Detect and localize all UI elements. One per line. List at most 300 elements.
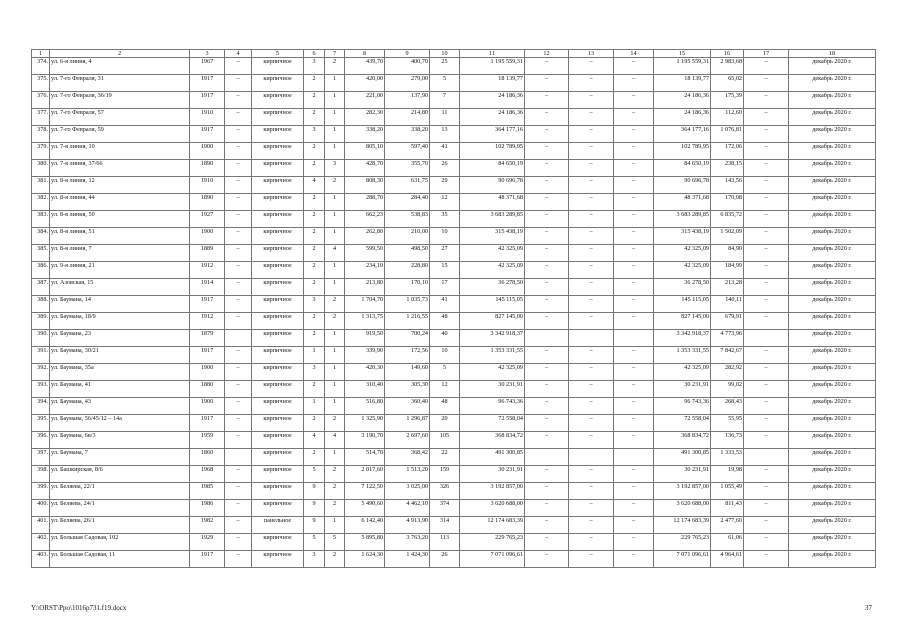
cell-cost-per-m2: 136,73 (711, 432, 744, 449)
cell-cost-col-15: 102 789,95 (654, 143, 711, 160)
cell-completion-date: декабрь 2020 г. (789, 466, 876, 483)
table-row (32, 432, 876, 449)
cell-col-4: – (225, 551, 252, 568)
cell-build-year: 1959 (190, 432, 225, 449)
cell-cost-total: 72 558,04 (460, 415, 525, 432)
cell-address: ул. 7-я линия, 10 (50, 143, 190, 160)
cell-residents: 314 (430, 517, 460, 534)
cell-build-year: 1929 (190, 534, 225, 551)
cell-col-4: – (225, 75, 252, 92)
cell-entrances: 2 (325, 483, 345, 500)
cell-completion-date: декабрь 2020 г. (789, 177, 876, 194)
cell-completion-date: декабрь 2020 г. (789, 500, 876, 517)
table-row (32, 313, 876, 330)
table-row (32, 245, 876, 262)
cell-cost-total: 42 325,09 (460, 364, 525, 381)
cell-cost-per-m2: 1 502,09 (711, 228, 744, 245)
cell-cost-per-m2: 213,28 (711, 279, 744, 296)
cell-residents: 25 (430, 58, 460, 75)
table-row (32, 143, 876, 160)
cell-living-area: 210,00 (385, 228, 430, 245)
cell-col-17: – (744, 483, 789, 500)
cell-cost-col-15: 3 342 918,37 (654, 330, 711, 347)
cell-col-14 (614, 330, 654, 347)
cell-col-17: – (744, 92, 789, 109)
cell-col-12: – (525, 92, 569, 109)
cell-living-area: 3 025,00 (385, 483, 430, 500)
cell-completion-date: декабрь 2020 г. (789, 211, 876, 228)
cell-cost-col-15: 229 765,23 (654, 534, 711, 551)
cell-total-area: 221,00 (345, 92, 385, 109)
cell-cost-per-m2: 172,06 (711, 143, 744, 160)
cell-row-number: 403. (32, 551, 50, 568)
cell-total-area: 662,23 (345, 211, 385, 228)
cell-row-number: 400. (32, 500, 50, 517)
cell-residents: 105 (430, 432, 460, 449)
cell-build-year: 1879 (190, 330, 225, 347)
column-number-14: 14 (614, 50, 654, 58)
cell-entrances: 1 (325, 92, 345, 109)
cell-col-12: – (525, 398, 569, 415)
cell-wall-material: кирпичное (252, 160, 304, 177)
cell-address: ул. 7-го Февраля, 36/19 (50, 92, 190, 109)
cell-cost-per-m2: 112,60 (711, 109, 744, 126)
cell-cost-col-15: 24 186,36 (654, 92, 711, 109)
cell-col-4: – (225, 432, 252, 449)
cell-col-12: – (525, 262, 569, 279)
cell-col-14: – (614, 262, 654, 279)
table-row (32, 75, 876, 92)
cell-build-year: 1880 (190, 381, 225, 398)
column-number-6: 6 (304, 50, 325, 58)
cell-row-number: 392. (32, 364, 50, 381)
cell-col-13 (569, 449, 614, 466)
column-number-4: 4 (225, 50, 252, 58)
column-number-11: 11 (460, 50, 525, 58)
cell-row-number: 401. (32, 517, 50, 534)
cell-build-year: 1917 (190, 551, 225, 568)
cell-living-area: 1 513,20 (385, 466, 430, 483)
cell-entrances: 2 (325, 551, 345, 568)
cell-cost-col-15: 24 186,36 (654, 109, 711, 126)
cell-residents: 159 (430, 466, 460, 483)
cell-col-4: – (225, 262, 252, 279)
cell-col-17: – (744, 126, 789, 143)
cell-wall-material: кирпичное (252, 228, 304, 245)
cell-col-12: – (525, 143, 569, 160)
cell-cost-total: 3 620 688,00 (460, 500, 525, 517)
cell-wall-material: кирпичное (252, 500, 304, 517)
cell-cost-col-15: 96 743,36 (654, 398, 711, 415)
cell-address: ул. 6-я линия, 4 (50, 58, 190, 75)
cell-living-area: 3 763,20 (385, 534, 430, 551)
cell-col-14: – (614, 58, 654, 75)
cell-floors: 2 (304, 92, 325, 109)
cell-floors: 2 (304, 194, 325, 211)
cell-cost-total: 7 071 096,61 (460, 551, 525, 568)
cell-cost-per-m2: 184,99 (711, 262, 744, 279)
column-number-17: 17 (744, 50, 789, 58)
table-row (32, 92, 876, 109)
table-row (32, 160, 876, 177)
cell-col-17: – (744, 347, 789, 364)
cell-cost-total: 364 177,16 (460, 126, 525, 143)
cell-col-17: – (744, 364, 789, 381)
cell-living-area: 170,10 (385, 279, 430, 296)
cell-col-4: – (225, 415, 252, 432)
cell-wall-material: кирпичное (252, 415, 304, 432)
cell-residents: 7 (430, 92, 460, 109)
cell-col-4: – (225, 466, 252, 483)
cell-col-14: – (614, 245, 654, 262)
cell-cost-total: 90 696,78 (460, 177, 525, 194)
cell-col-4: – (225, 245, 252, 262)
cell-col-13: – (569, 500, 614, 517)
housing-table (31, 49, 876, 568)
cell-build-year: 1900 (190, 228, 225, 245)
cell-residents: 10 (430, 347, 460, 364)
cell-col-4: – (225, 483, 252, 500)
cell-col-17: – (744, 228, 789, 245)
cell-build-year: 1900 (190, 364, 225, 381)
cell-build-year: 1982 (190, 517, 225, 534)
cell-wall-material: кирпичное (252, 313, 304, 330)
cell-col-13: – (569, 398, 614, 415)
cell-col-12: – (525, 381, 569, 398)
cell-cost-total: 30 231,91 (460, 381, 525, 398)
cell-entrances: 5 (325, 534, 345, 551)
cell-cost-per-m2: 143,56 (711, 177, 744, 194)
cell-entrances: 2 (325, 500, 345, 517)
cell-completion-date: декабрь 2020 г. (789, 330, 876, 347)
cell-col-14: – (614, 75, 654, 92)
cell-row-number: 395. (32, 415, 50, 432)
cell-residents: 26 (430, 551, 460, 568)
cell-col-13: – (569, 347, 614, 364)
cell-col-14: – (614, 517, 654, 534)
cell-row-number: 394. (32, 398, 50, 415)
cell-floors: 5 (304, 466, 325, 483)
cell-col-14: – (614, 194, 654, 211)
table-body (32, 58, 876, 568)
cell-residents: 5 (430, 75, 460, 92)
cell-col-4: – (225, 364, 252, 381)
cell-build-year: 1914 (190, 279, 225, 296)
cell-col-14: – (614, 381, 654, 398)
cell-cost-per-m2: 170,08 (711, 194, 744, 211)
table-row (32, 381, 876, 398)
cell-total-area: 338,20 (345, 126, 385, 143)
cell-row-number: 402. (32, 534, 50, 551)
cell-col-12: – (525, 313, 569, 330)
cell-address: ул. Большая Садовая, 102 (50, 534, 190, 551)
cell-floors: 9 (304, 500, 325, 517)
cell-floors: 2 (304, 262, 325, 279)
column-number-2: 2 (50, 50, 190, 58)
cell-col-12: – (525, 160, 569, 177)
cell-cost-total: 1 353 331,55 (460, 347, 525, 364)
cell-col-17: – (744, 534, 789, 551)
cell-residents: 48 (430, 313, 460, 330)
cell-living-area: 214,80 (385, 109, 430, 126)
cell-row-number: 375. (32, 75, 50, 92)
cell-cost-col-15: 30 231,91 (654, 381, 711, 398)
cell-cost-col-15: 1 353 331,55 (654, 347, 711, 364)
cell-wall-material: кирпичное (252, 364, 304, 381)
table-row (32, 364, 876, 381)
cell-completion-date: декабрь 2020 г. (789, 92, 876, 109)
cell-wall-material: кирпичное (252, 58, 304, 75)
cell-total-area: 310,40 (345, 381, 385, 398)
cell-cost-col-15: 12 174 683,39 (654, 517, 711, 534)
table-row (32, 466, 876, 483)
cell-completion-date: декабрь 2020 г. (789, 75, 876, 92)
cell-cost-col-15: 364 177,16 (654, 126, 711, 143)
cell-floors: 3 (304, 296, 325, 313)
cell-completion-date: декабрь 2020 г. (789, 432, 876, 449)
cell-cost-per-m2: 175,39 (711, 92, 744, 109)
cell-cost-total: 24 186,36 (460, 109, 525, 126)
cell-entrances: 1 (325, 143, 345, 160)
cell-cost-total: 48 371,68 (460, 194, 525, 211)
column-number-15: 15 (654, 50, 711, 58)
cell-col-12: – (525, 551, 569, 568)
cell-cost-col-15: 48 371,68 (654, 194, 711, 211)
cell-cost-col-15: 491 300,85 (654, 449, 711, 466)
cell-col-13: – (569, 75, 614, 92)
cell-address: ул. Баумана, 18/9 (50, 313, 190, 330)
cell-build-year: 1986 (190, 500, 225, 517)
cell-cost-total: 3 683 289,85 (460, 211, 525, 228)
cell-total-area: 288,70 (345, 194, 385, 211)
cell-build-year: 1968 (190, 466, 225, 483)
cell-col-12: – (525, 279, 569, 296)
cell-floors: 5 (304, 534, 325, 551)
cell-col-17: – (744, 313, 789, 330)
cell-floors: 4 (304, 177, 325, 194)
cell-living-area: 1 035,73 (385, 296, 430, 313)
cell-total-area: 805,10 (345, 143, 385, 160)
table-row (32, 228, 876, 245)
cell-col-12: – (525, 75, 569, 92)
cell-build-year: 1889 (190, 245, 225, 262)
cell-residents: 11 (430, 109, 460, 126)
cell-col-13: – (569, 279, 614, 296)
cell-completion-date: декабрь 2020 г. (789, 194, 876, 211)
cell-col-17: – (744, 517, 789, 534)
cell-col-14: – (614, 415, 654, 432)
cell-row-number: 383. (32, 211, 50, 228)
cell-col-4: – (225, 279, 252, 296)
column-number-1: 1 (32, 50, 50, 58)
cell-living-area: 172,56 (385, 347, 430, 364)
cell-entrances: 2 (325, 58, 345, 75)
cell-col-13: – (569, 245, 614, 262)
cell-col-14: – (614, 347, 654, 364)
cell-cost-per-m2: 65,02 (711, 75, 744, 92)
cell-living-area: 228,80 (385, 262, 430, 279)
cell-build-year: 1917 (190, 415, 225, 432)
table-row (32, 551, 876, 568)
cell-col-13: – (569, 534, 614, 551)
cell-cost-total: 145 115,05 (460, 296, 525, 313)
cell-entrances: 1 (325, 126, 345, 143)
table-row (32, 415, 876, 432)
cell-wall-material: кирпичное (252, 126, 304, 143)
cell-address: ул. 7-го Февраля, 57 (50, 109, 190, 126)
cell-wall-material: кирпичное (252, 75, 304, 92)
cell-residents: 17 (430, 279, 460, 296)
cell-residents: 41 (430, 296, 460, 313)
cell-col-14: – (614, 160, 654, 177)
cell-col-17: – (744, 381, 789, 398)
cell-col-17: – (744, 211, 789, 228)
cell-col-17: – (744, 245, 789, 262)
cell-entrances: 4 (325, 432, 345, 449)
cell-address: ул. 8-я линия, 7 (50, 245, 190, 262)
cell-cost-total: 102 789,95 (460, 143, 525, 160)
cell-col-17: – (744, 398, 789, 415)
table-row (32, 330, 876, 347)
cell-col-13: – (569, 483, 614, 500)
cell-wall-material: кирпичное (252, 211, 304, 228)
cell-row-number: 398. (32, 466, 50, 483)
cell-col-17: – (744, 296, 789, 313)
table-row (32, 296, 876, 313)
cell-wall-material: кирпичное (252, 279, 304, 296)
cell-completion-date: декабрь 2020 г. (789, 551, 876, 568)
cell-entrances: 1 (325, 364, 345, 381)
table-row (32, 194, 876, 211)
cell-address: ул. Баумана, 41 (50, 381, 190, 398)
column-number-10: 10 (430, 50, 460, 58)
column-number-5: 5 (252, 50, 304, 58)
cell-wall-material: кирпичное (252, 143, 304, 160)
cell-col-4: – (225, 228, 252, 245)
cell-completion-date: декабрь 2020 г. (789, 415, 876, 432)
cell-col-14: – (614, 534, 654, 551)
cell-living-area: 137,90 (385, 92, 430, 109)
cell-floors: 2 (304, 279, 325, 296)
cell-col-14: – (614, 551, 654, 568)
cell-address: ул. Большая Садовая, 11 (50, 551, 190, 568)
cell-residents: 326 (430, 483, 460, 500)
cell-address: ул. 8-я линия, 44 (50, 194, 190, 211)
cell-col-13: – (569, 517, 614, 534)
cell-cost-col-15: 368 834,72 (654, 432, 711, 449)
cell-completion-date: декабрь 2020 г. (789, 381, 876, 398)
cell-cost-total: 96 743,36 (460, 398, 525, 415)
cell-wall-material: кирпичное (252, 330, 304, 347)
cell-cost-col-15: 30 231,91 (654, 466, 711, 483)
cell-col-14: – (614, 143, 654, 160)
cell-entrances: 2 (325, 466, 345, 483)
column-number-row (32, 50, 876, 58)
cell-col-17: – (744, 143, 789, 160)
cell-floors: 2 (304, 381, 325, 398)
cell-floors: 4 (304, 432, 325, 449)
column-number-3: 3 (190, 50, 225, 58)
cell-cost-total: 368 834,72 (460, 432, 525, 449)
page-number: 37 (865, 604, 872, 612)
cell-living-area: 4 913,90 (385, 517, 430, 534)
cell-col-17: – (744, 466, 789, 483)
cell-floors: 2 (304, 245, 325, 262)
cell-floors: 2 (304, 330, 325, 347)
cell-col-14: – (614, 364, 654, 381)
cell-col-13: – (569, 92, 614, 109)
column-number-18: 18 (789, 50, 876, 58)
cell-col-4 (225, 330, 252, 347)
cell-col-13: – (569, 364, 614, 381)
cell-total-area: 234,10 (345, 262, 385, 279)
cell-cost-col-15: 42 325,09 (654, 364, 711, 381)
cell-build-year: 1912 (190, 313, 225, 330)
cell-row-number: 382. (32, 194, 50, 211)
cell-col-17: – (744, 415, 789, 432)
cell-living-area: 700,24 (385, 330, 430, 347)
cell-row-number: 374. (32, 58, 50, 75)
cell-completion-date: декабрь 2020 г. (789, 347, 876, 364)
cell-row-number: 388. (32, 296, 50, 313)
cell-floors: 9 (304, 517, 325, 534)
cell-build-year: 1900 (190, 398, 225, 415)
column-number-12: 12 (525, 50, 569, 58)
cell-residents: 40 (430, 330, 460, 347)
cell-build-year: 1985 (190, 483, 225, 500)
cell-floors: 2 (304, 160, 325, 177)
cell-cost-total: 315 438,19 (460, 228, 525, 245)
cell-residents: 5 (430, 364, 460, 381)
cell-col-17: – (744, 58, 789, 75)
cell-total-area: 6 142,40 (345, 517, 385, 534)
cell-floors: 2 (304, 75, 325, 92)
cell-col-4: – (225, 160, 252, 177)
cell-col-13: – (569, 177, 614, 194)
cell-cost-per-m2: 811,43 (711, 500, 744, 517)
cell-living-area: 631,75 (385, 177, 430, 194)
cell-living-area: 400,70 (385, 58, 430, 75)
cell-wall-material: кирпичное (252, 381, 304, 398)
cell-total-area: 339,90 (345, 347, 385, 364)
cell-living-area: 284,40 (385, 194, 430, 211)
cell-total-area: 213,80 (345, 279, 385, 296)
cell-col-13: – (569, 160, 614, 177)
cell-col-13: – (569, 143, 614, 160)
cell-cost-per-m2: 238,15 (711, 160, 744, 177)
cell-wall-material: кирпичное (252, 194, 304, 211)
column-number-13: 13 (569, 50, 614, 58)
cell-cost-per-m2: 4 773,96 (711, 330, 744, 347)
cell-floors: 2 (304, 415, 325, 432)
cell-cost-total: 30 231,91 (460, 466, 525, 483)
cell-total-area: 1 624,30 (345, 551, 385, 568)
cell-address: ул. Баумана, 23 (50, 330, 190, 347)
cell-col-14: – (614, 296, 654, 313)
cell-floors: 3 (304, 551, 325, 568)
cell-build-year: 1860 (190, 449, 225, 466)
cell-completion-date: декабрь 2020 г. (789, 126, 876, 143)
cell-address: ул. Беляева, 26/1 (50, 517, 190, 534)
cell-col-12: – (525, 364, 569, 381)
cell-cost-total: 3 192 857,00 (460, 483, 525, 500)
cell-col-14: – (614, 313, 654, 330)
cell-wall-material: кирпичное (252, 347, 304, 364)
cell-cost-col-15: 827 145,00 (654, 313, 711, 330)
cell-living-area: 498,50 (385, 245, 430, 262)
cell-total-area: 2 017,60 (345, 466, 385, 483)
cell-build-year: 1917 (190, 92, 225, 109)
